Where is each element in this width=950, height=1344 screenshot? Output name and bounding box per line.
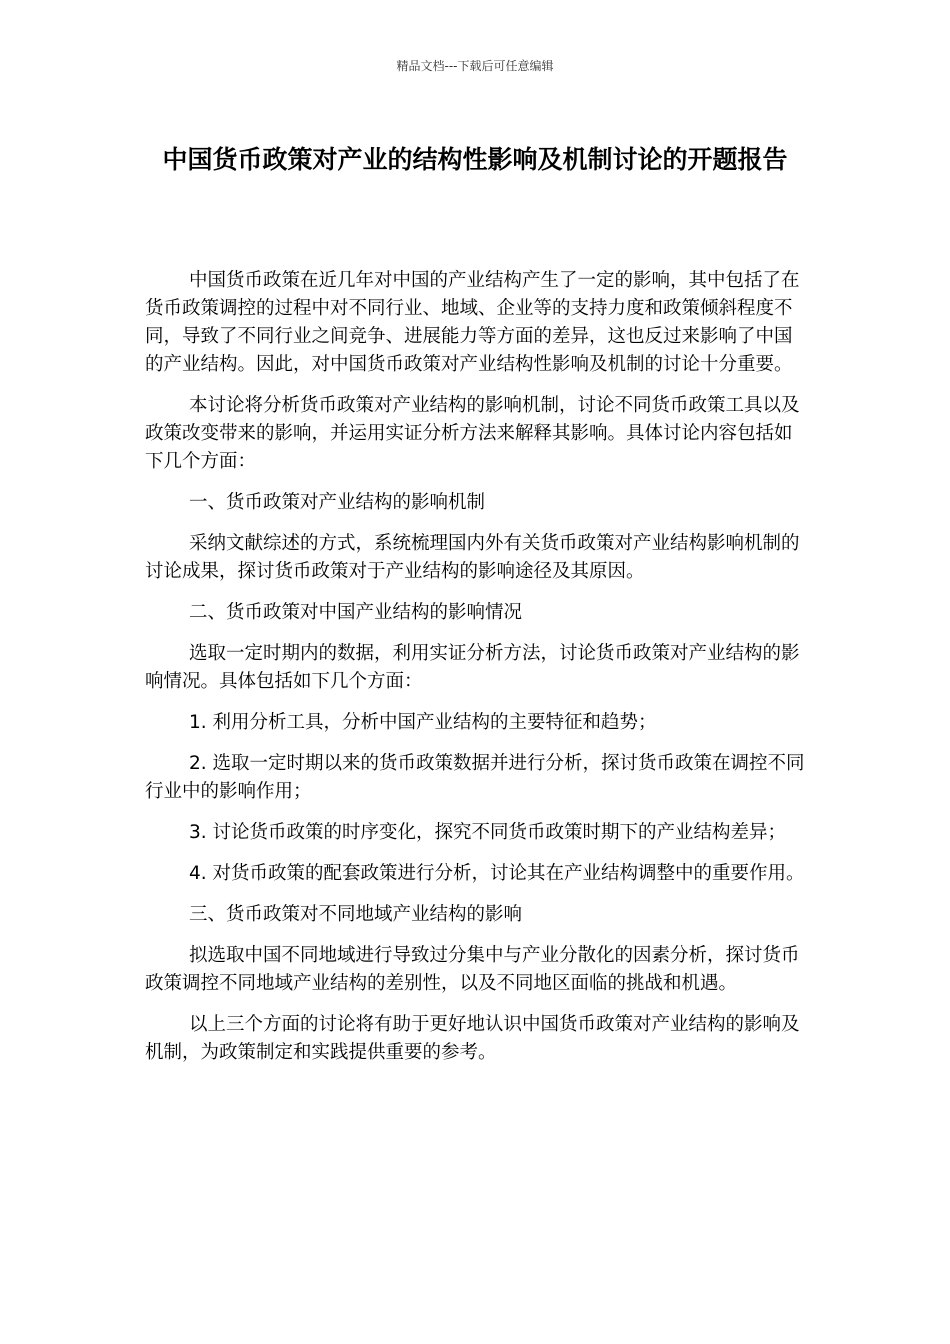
section-heading-3: 三、货币政策对不同地域产业结构的影响 bbox=[189, 904, 523, 925]
paragraph-scope: 本讨论将分析货币政策对产业结构的影响机制，讨论不同货币政策工具以及政策改变带来的影响，并运用实证分析方法来解释其影响。具体讨论内容包括如下几个方面： bbox=[145, 395, 800, 472]
header-note: 精品文档---下载后可任意编辑 bbox=[396, 59, 554, 73]
list-item-3: 3. 讨论货币政策的时序变化，探究不同货币政策时期下的产业结构差异； bbox=[189, 822, 787, 843]
paragraph-section-2: 选取一定时期内的数据，利用实证分析方法，讨论货币政策对产业结构的影响情况。具体包括如下几个方面： bbox=[145, 643, 800, 692]
paragraph-intro: 中国货币政策在近几年对中国的产业结构产生了一定的影响，其中包括了在货币政策调控的过程中对不同行业、地域、企业等的支持力度和政策倾斜程度不同，导致了不同行业之间竞争、进展能力等方面的差异，这也反过来影响了中国的产业结构。因此，对中国货币政策对产业结构性影响及机制的讨论十分重要。 bbox=[145, 270, 800, 375]
list-item-2: 2. 选取一定时期以来的货币政策数据并进行分析，探讨货币政策在调控不同行业中的影响作用； bbox=[145, 753, 805, 802]
document-title: 中国货币政策对产业的结构性影响及机制讨论的开题报告 bbox=[162, 145, 788, 174]
paragraph-section-1: 采纳文献综述的方式，系统梳理国内外有关货币政策对产业结构影响机制的讨论成果，探讨货币政策对于产业结构的影响途径及其原因。 bbox=[145, 533, 800, 582]
paragraph-conclusion: 以上三个方面的讨论将有助于更好地认识中国货币政策对产业结构的影响及机制，为政策制定和实践提供重要的参考。 bbox=[145, 1014, 800, 1063]
section-heading-2: 二、货币政策对中国产业结构的影响情况 bbox=[189, 602, 523, 623]
section-heading-1: 一、货币政策对产业结构的影响机制 bbox=[189, 492, 486, 513]
list-item-4: 4. 对货币政策的配套政策进行分析，讨论其在产业结构调整中的重要作用。 bbox=[189, 863, 805, 884]
document-body bbox=[145, 267, 805, 1080]
list-item-1: 1. 利用分析工具，分析中国产业结构的主要特征和趋势； bbox=[189, 712, 657, 733]
paragraph-section-3: 拟选取中国不同地域进行导致过分集中与产业分散化的因素分析，探讨货币政策调控不同地域产业结构的差别性，以及不同地区面临的挑战和机遇。 bbox=[145, 945, 800, 994]
